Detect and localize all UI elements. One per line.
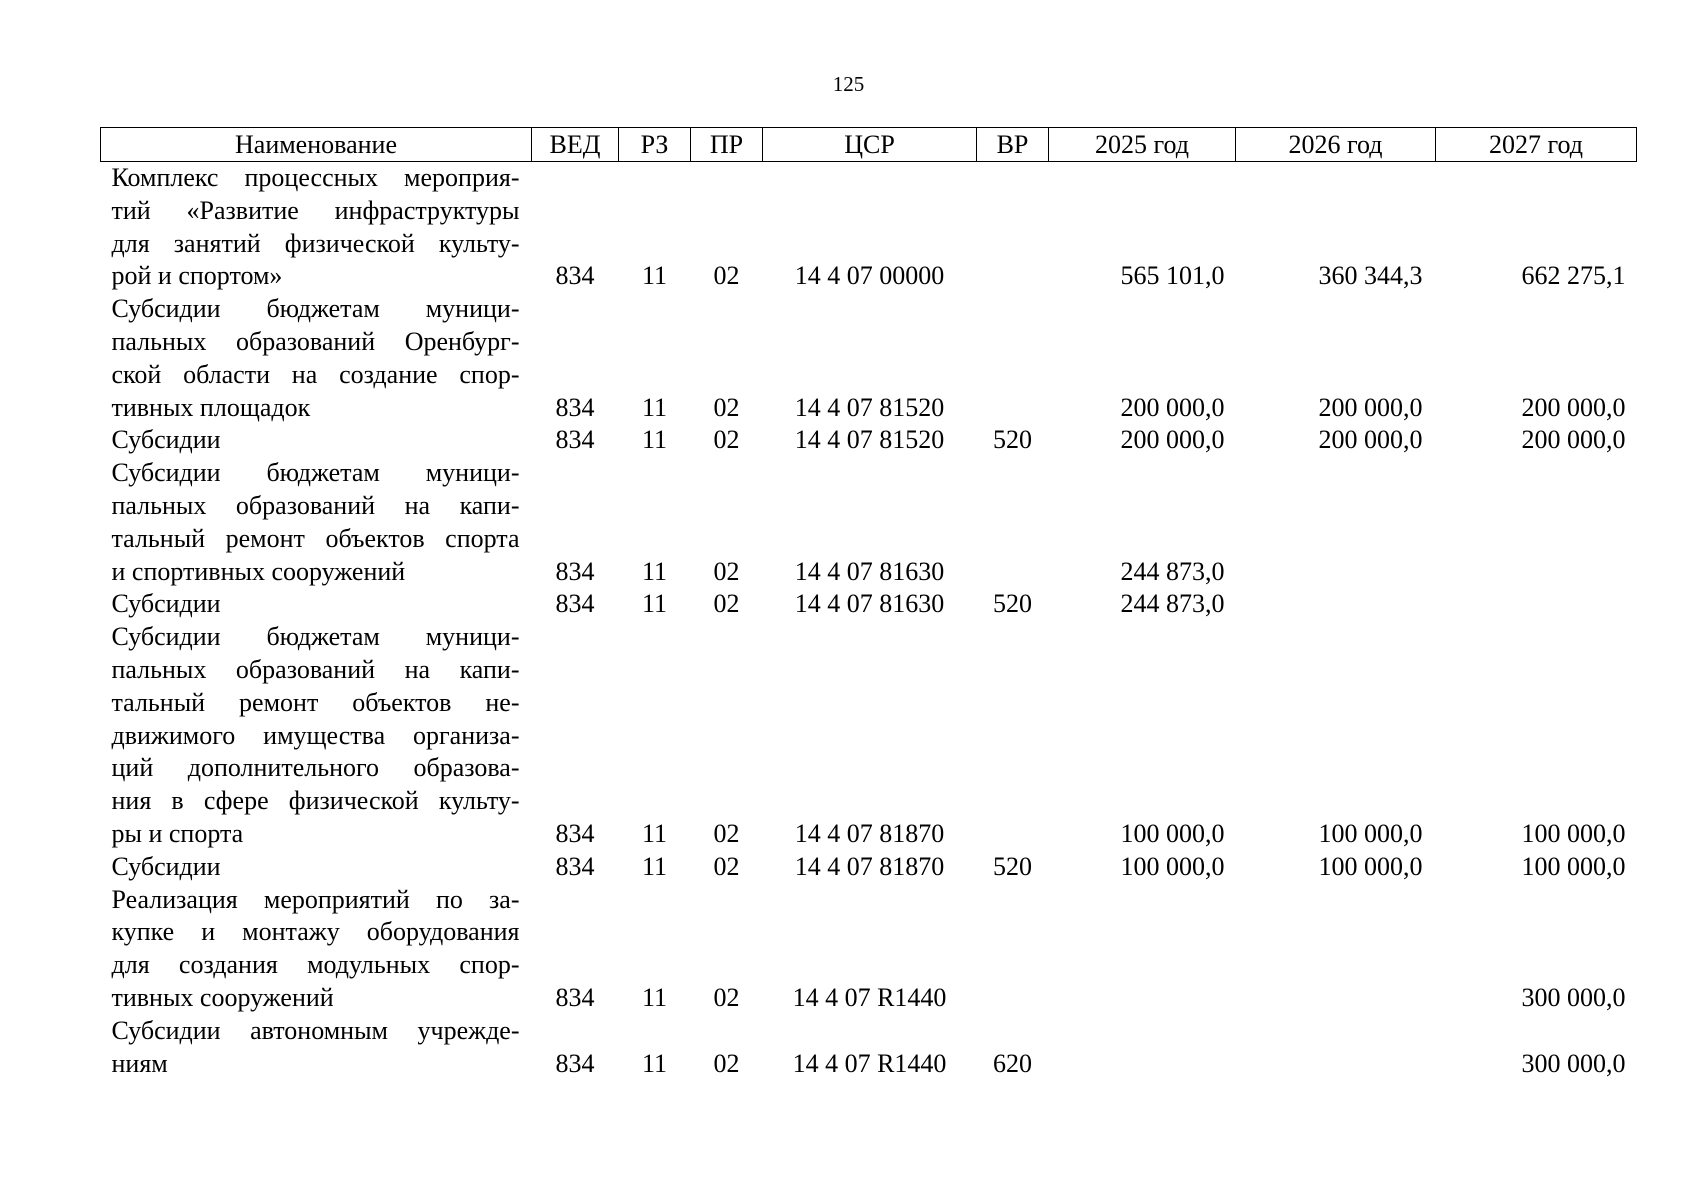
row-name [101,424,532,457]
row-csr: 14 4 07 81520 [794,392,945,422]
budget-table [100,127,1637,1080]
header-2025: 2025 год [1049,128,1236,162]
row-name [101,588,532,621]
row-2025 [1049,1015,1236,1081]
row-pr: 02 [713,556,740,586]
row-2026: 200 000,0 [1318,425,1423,455]
row-vr: 520 [993,425,1032,455]
row-2026: 360 344,3 [1318,261,1423,291]
row-vr: 620 [993,1048,1032,1078]
header-name: Наименование [101,128,532,162]
row-2026: 100 000,0 [1318,851,1423,881]
row-name-line: для занятий физической культу- [111,228,520,258]
row-2025: 244 873,0 [1120,589,1225,619]
row-pr: 02 [713,851,740,881]
row-name-line: Субсидии [111,851,221,881]
row-name-line: тий «Развитие инфраструктуры [111,195,520,225]
row-name-line: рой и спортом» [111,261,283,291]
row-2027: 100 000,0 [1521,818,1626,848]
row-vr [977,884,1049,1015]
row-rz: 11 [641,589,668,619]
row-2027: 300 000,0 [1521,1048,1626,1078]
row-2025 [1049,884,1236,1015]
table-row [101,1015,1637,1081]
header-rz: РЗ [619,128,691,162]
row-rz: 11 [641,261,668,291]
row-ved: 834 [555,818,595,848]
row-name [101,621,532,851]
row-name [101,162,532,294]
row-ved: 834 [555,589,595,619]
row-rz: 11 [641,982,668,1012]
table-row [101,851,1637,884]
table-row [101,621,1637,851]
row-rz: 11 [641,818,668,848]
row-name [101,457,532,588]
row-name-line: ниям [111,1048,168,1078]
table-row [101,884,1637,1015]
row-pr: 02 [713,1048,740,1078]
row-rz: 11 [641,851,668,881]
row-name-line: Субсидии [111,589,221,619]
row-name-line: купке и монтажу оборудования [111,917,520,947]
row-name-line: Реализация мероприятий по за- [111,884,520,914]
table-row [101,293,1637,424]
row-csr: 14 4 07 81630 [794,556,945,586]
row-vr [977,162,1049,294]
row-ved: 834 [555,556,595,586]
header-2026: 2026 год [1236,128,1436,162]
row-vr [977,293,1049,424]
row-name-line: ры и спорта [111,818,244,848]
row-name-line: Комплекс процессных мероприя- [111,163,520,192]
row-pr: 02 [713,818,740,848]
row-name-line: Субсидии бюджетам муници- [111,458,520,488]
row-name [101,851,532,884]
row-name-line: тивных площадок [111,392,311,422]
row-name-line: Субсидии [111,425,221,455]
row-name [101,884,532,1015]
row-2027: 200 000,0 [1521,392,1626,422]
row-2027 [1436,588,1637,621]
row-ved: 834 [555,392,595,422]
row-2025: 200 000,0 [1120,392,1225,422]
row-name-line: пальных образований Оренбург- [111,326,520,356]
row-csr: 14 4 07 81870 [794,851,945,881]
row-name [101,293,532,424]
row-2025: 100 000,0 [1120,818,1225,848]
row-2027: 100 000,0 [1521,851,1626,881]
row-pr: 02 [713,392,740,422]
row-pr: 02 [713,261,740,291]
header-vr: ВР [977,128,1049,162]
row-name-line: пальных образований на капи- [111,490,520,520]
row-vr: 520 [993,589,1032,619]
table-row [101,424,1637,457]
header-csr: ЦСР [763,128,977,162]
row-vr [977,621,1049,851]
row-csr: 14 4 07 81630 [794,589,945,619]
row-name-line: для создания модульных спор- [111,950,520,980]
header-pr: ПР [691,128,763,162]
row-2026: 200 000,0 [1318,392,1423,422]
row-rz: 11 [641,556,668,586]
row-2026 [1236,588,1436,621]
table-row [101,588,1637,621]
row-pr: 02 [713,425,740,455]
row-csr: 14 4 07 00000 [794,261,945,291]
table-row [101,457,1637,588]
row-name-line: тальный ремонт объектов не- [111,687,520,717]
row-csr: 14 4 07 R1440 [792,1048,947,1078]
row-name [101,1015,532,1081]
row-csr: 14 4 07 R1440 [792,982,947,1012]
row-name-line: ния в сфере физической культу- [111,786,520,816]
row-name-line: Субсидии бюджетам муници- [111,294,520,324]
page-number: 125 [832,72,865,96]
row-name-line: Субсидии бюджетам муници- [111,622,520,652]
row-2027 [1436,457,1637,588]
row-2025: 244 873,0 [1120,556,1225,586]
header-2027: 2027 год [1436,128,1637,162]
table-header-row [101,128,1637,162]
row-2026 [1236,884,1436,1015]
row-csr: 14 4 07 81520 [794,425,945,455]
row-2027: 662 275,1 [1521,261,1626,291]
row-rz: 11 [641,425,668,455]
row-2025: 565 101,0 [1120,261,1225,291]
row-rz: 11 [641,1048,668,1078]
row-2025: 200 000,0 [1120,425,1225,455]
row-name-line: пальных образований на капи- [111,654,520,684]
table-body [101,162,1637,1081]
row-ved: 834 [555,1048,595,1078]
row-2025: 100 000,0 [1120,851,1225,881]
row-csr: 14 4 07 81870 [794,818,945,848]
row-ved: 834 [555,425,595,455]
row-name-line: Субсидии автономным учрежде- [111,1015,520,1045]
row-2027: 200 000,0 [1521,425,1626,455]
row-name-line: ций дополнительного образова- [111,753,520,783]
row-name-line: ской области на создание спор- [111,359,520,389]
row-ved: 834 [555,982,595,1012]
row-vr [977,457,1049,588]
row-2026 [1236,457,1436,588]
row-name-line: и спортивных сооружений [111,556,406,586]
row-2026 [1236,1015,1436,1081]
row-ved: 834 [555,261,595,291]
row-vr: 520 [993,851,1032,881]
header-ved: ВЕД [532,128,619,162]
row-2026: 100 000,0 [1318,818,1423,848]
table-row [101,162,1637,294]
row-2027: 300 000,0 [1521,982,1626,1012]
row-pr: 02 [713,982,740,1012]
row-name-line: тальный ремонт объектов спорта [111,523,520,553]
row-pr: 02 [713,589,740,619]
row-name-line: движимого имущества организа- [111,720,520,750]
row-name-line: тивных сооружений [111,982,334,1012]
row-rz: 11 [641,392,668,422]
row-ved: 834 [555,851,595,881]
